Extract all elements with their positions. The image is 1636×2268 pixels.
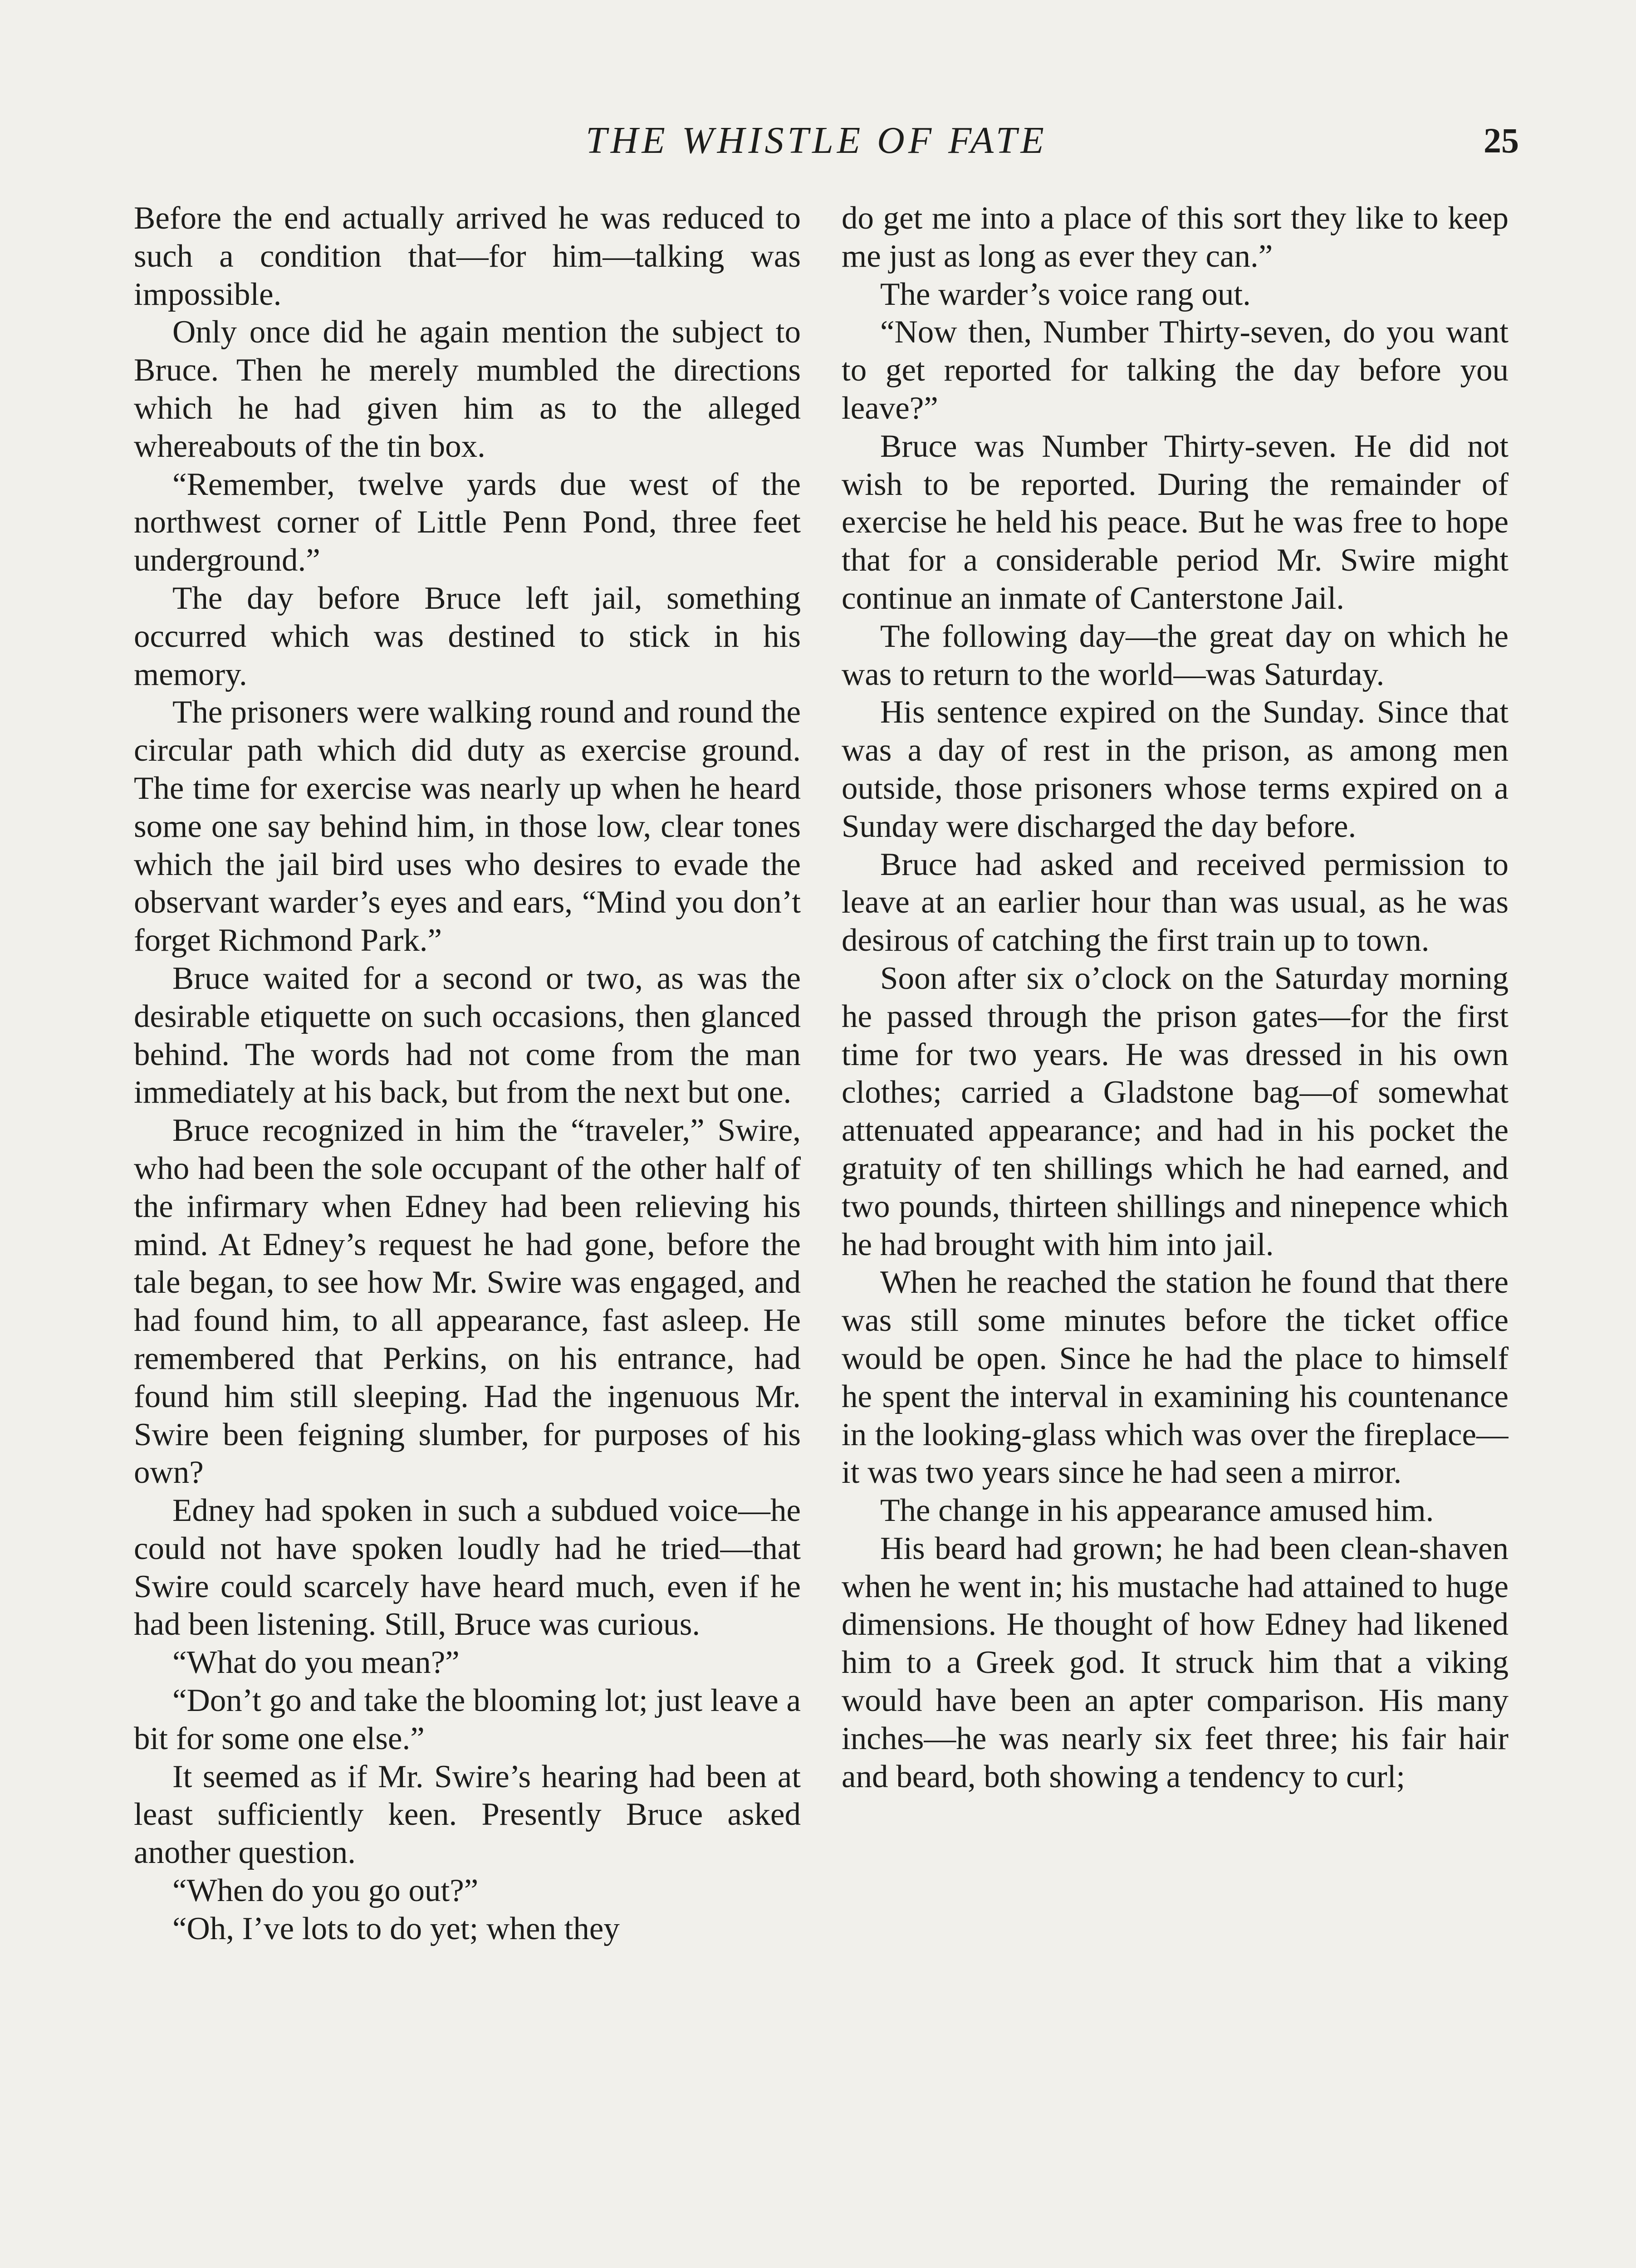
right-column — [842, 200, 1509, 2268]
paragraph: Only once did he again mention the subject to Bruce. Then he merely mumbled the directions which he had given him as to the alleged whereabouts of the tin box. — [134, 314, 801, 464]
paragraph: “Oh, I’ve lots to do yet; when they — [172, 1911, 620, 1946]
paragraph-continuation: do get me into a place of this sort they like to keep me just as long as ever they can.” — [842, 200, 1509, 274]
running-header — [0, 116, 1636, 166]
paragraph: The prisoners were walking round and round the circular path which did duty as exercise ground. The time for exercise was nearly up when he heard some one say behind him, in those low, clear tones which the jail bird uses who desires to evade the observant warder’s eyes and ears, “Mind you don’t forget Richmond Park.” — [134, 694, 801, 958]
paragraph: “What do you mean?” — [172, 1645, 460, 1681]
running-title: THE WHISTLE OF FATE — [586, 119, 1048, 161]
paragraph: “Remember, twelve yards due west of the northwest corner of Little Penn Pond, three feet underground.” — [134, 466, 801, 578]
left-column — [134, 200, 801, 2268]
paragraph: Soon after six o’clock on the Saturday morning he passed through the prison gates—for the first time for two years. He was dressed in his own clothes; carried a Gladstone bag—of somewhat attenuated appearance; and had in his pocket the gratuity of ten shillings which he had earned, and two pounds, thirteen shillings and ninepence which he had brought with him into jail. — [842, 960, 1509, 1262]
paragraph: “When do you go out?” — [172, 1873, 479, 1909]
paragraph: “Now then, Number Thirty-seven, do you want to get reported for talking the day before you leave?” — [842, 314, 1509, 426]
paragraph: Bruce had asked and received permission to leave at an earlier hour than was usual, as he was desirous of catching the first train up to town. — [842, 846, 1509, 958]
paragraph: It seemed as if Mr. Swire’s hearing had been at least sufficiently keen. Presently Bruce asked another question. — [134, 1759, 801, 1871]
paragraph: Bruce was Number Thirty-seven. He did not wish to be reported. During the remainder of exercise he held his peace. But he was free to hope that for a considerable period Mr. Swire might continue an inmate of Canterstone Jail. — [842, 428, 1509, 616]
paragraph: Edney had spoken in such a subdued voice—he could not have spoken loudly had he tried—that Swire could scarcely have heard much, even if he had been listening. Still, Bruce was curious. — [134, 1493, 801, 1642]
paragraph: His beard had grown; he had been clean-shaven when he went in; his mustache had attained to huge dimensions. He thought of how Edney had likened him to a Greek god. It struck him that a viking would have been an apter comparison. His many inches—he was nearly six feet three; his fair hair and beard, both showing a tendency to curl; — [842, 1530, 1509, 1794]
paragraph: The warder’s voice rang out. — [880, 276, 1251, 312]
paragraph: When he reached the station he found that there was still some minutes before the ticket office would be open. Since he had the place to himself he spent the interval in examining his countenance in the looking-glass which was over the fireplace—it was two years since he had seen a mirror. — [842, 1265, 1509, 1491]
paragraph: Bruce recognized in him the “traveler,” Swire, who had been the sole occupant of the other half of the infirmary when Edney had been relieving his mind. At Edney’s request he had gone, before the tale began, to see how Mr. Swire was engaged, and had found him, to all appearance, fast asleep. He remembered that Perkins, on his entrance, had found him still sleeping. Had the ingenuous Mr. Swire been feigning slumber, for purposes of his own? — [134, 1113, 801, 1491]
paragraph: The day before Bruce left jail, something occurred which was destined to stick in his memory. — [134, 580, 801, 692]
paragraph: Before the end actually arrived he was reduced to such a condition that—for him—talking was impossible. — [134, 200, 801, 312]
paragraph: The change in his appearance amused him. — [880, 1493, 1434, 1529]
paragraph: His sentence expired on the Sunday. Since that was a day of rest in the prison, as among men outside, those prisoners whose terms expired on a Sunday were discharged the day before. — [842, 694, 1509, 844]
page-number: 25 — [1484, 121, 1519, 160]
paragraph: Bruce waited for a second or two, as was the desirable etiquette on such occasions, then glanced behind. The words had not come from the man immediately at his back, but from the next but one. — [134, 960, 801, 1110]
paragraph: “Don’t go and take the blooming lot; just leave a bit for some one else.” — [134, 1683, 801, 1756]
paragraph: The following day—the great day on which he was to return to the world—was Saturday. — [842, 618, 1509, 692]
